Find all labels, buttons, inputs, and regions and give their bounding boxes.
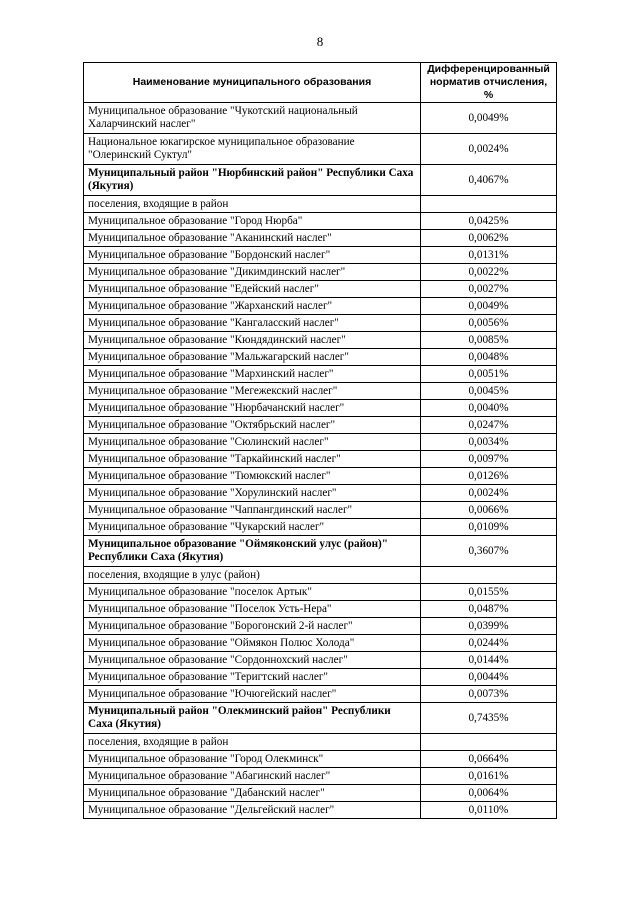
normative-value-cell: 0,0049%: [421, 298, 557, 315]
normative-value-cell: 0,0487%: [421, 601, 557, 618]
municipality-name-cell: Муниципальное образование "Сордоннохский наслег": [84, 652, 421, 669]
normative-value-cell: 0,0048%: [421, 349, 557, 366]
normative-value-cell: 0,0049%: [421, 103, 557, 134]
normative-value-cell: 0,0126%: [421, 468, 557, 485]
municipality-name-cell: Муниципальное образование "Теригтский наслег": [84, 669, 421, 686]
municipality-name-cell: Муниципальное образование "Таркайинский наслег": [84, 451, 421, 468]
normative-value-cell: 0,0051%: [421, 366, 557, 383]
municipality-name-cell: Муниципальное образование "Сюлинский наслег": [84, 434, 421, 451]
table-row: [84, 332, 557, 349]
municipality-name-cell: Национальное юкагирское муниципальное образование "Олеринский Суктул": [84, 134, 421, 165]
normative-value-cell: 0,0085%: [421, 332, 557, 349]
municipality-name-cell: Муниципальное образование "Ючюгейский наслег": [84, 686, 421, 703]
normative-value-cell: 0,4067%: [421, 165, 557, 196]
municipality-name-cell: Муниципальное образование "Бордонский наслег": [84, 247, 421, 264]
table-row: [84, 468, 557, 485]
table-row: [84, 751, 557, 768]
table-row: [84, 601, 557, 618]
table-row: [84, 400, 557, 417]
municipality-name-cell: Муниципальное образование "Кангаласский наслег": [84, 315, 421, 332]
municipality-name-cell: Муниципальное образование "Оймяконский улус (район)" Республики Саха (Якутия): [84, 536, 421, 567]
municipality-name-cell: Муниципальное образование "Дабанский наслег": [84, 785, 421, 802]
table-row: [84, 669, 557, 686]
normative-value-cell: 0,0045%: [421, 383, 557, 400]
table-row: [84, 264, 557, 281]
table-row: [84, 485, 557, 502]
table-row: [84, 230, 557, 247]
district-row: [84, 703, 557, 734]
subheader-row: [84, 567, 557, 584]
municipality-name-cell: Муниципальное образование "Жарханский наслег": [84, 298, 421, 315]
municipality-name-cell: Муниципальное образование "Хорулинский наслег": [84, 485, 421, 502]
municipality-name-cell: поселения, входящие в район: [84, 734, 421, 751]
table-row: [84, 417, 557, 434]
normative-value-cell: [421, 567, 557, 584]
municipality-name-cell: Муниципальное образование "Аканинский наслег": [84, 230, 421, 247]
normative-value-cell: 0,0247%: [421, 417, 557, 434]
municipality-name-cell: Муниципальное образование "Едейский наслег": [84, 281, 421, 298]
table-row: [84, 434, 557, 451]
table-header-row: [84, 63, 557, 103]
normative-value-cell: 0,0027%: [421, 281, 557, 298]
normative-value-cell: 0,0066%: [421, 502, 557, 519]
table-row: [84, 519, 557, 536]
district-row: [84, 165, 557, 196]
municipality-name-cell: Муниципальное образование "Тюмюкский наслег": [84, 468, 421, 485]
subheader-row: [84, 196, 557, 213]
normative-value-cell: 0,0131%: [421, 247, 557, 264]
normative-value-cell: 0,0022%: [421, 264, 557, 281]
table-row: [84, 502, 557, 519]
municipality-name-cell: Муниципальное образование "Чукарский наслег": [84, 519, 421, 536]
normative-value-cell: 0,0399%: [421, 618, 557, 635]
normative-value-cell: 0,0425%: [421, 213, 557, 230]
municipality-name-cell: Муниципальное образование "Оймякон Полюс Холода": [84, 635, 421, 652]
table-body: [84, 103, 557, 819]
municipality-name-cell: поселения, входящие в район: [84, 196, 421, 213]
municipality-name-cell: Муниципальное образование "Чаппангдинский наслег": [84, 502, 421, 519]
normative-value-cell: 0,0144%: [421, 652, 557, 669]
header-municipality-name: Наименование муниципального образования: [84, 63, 421, 103]
municipality-name-cell: Муниципальное образование "Борогонский 2-й наслег": [84, 618, 421, 635]
municipality-name-cell: Муниципальное образование "Поселок Усть-Нера": [84, 601, 421, 618]
normative-value-cell: 0,0110%: [421, 802, 557, 819]
normative-value-cell: 0,0064%: [421, 785, 557, 802]
normative-value-cell: 0,7435%: [421, 703, 557, 734]
municipality-name-cell: Муниципальное образование "поселок Артык": [84, 584, 421, 601]
normative-value-cell: [421, 196, 557, 213]
table-row: [84, 349, 557, 366]
normative-value-cell: 0,0097%: [421, 451, 557, 468]
municipality-name-cell: Муниципальное образование "Мальжагарский наслег": [84, 349, 421, 366]
table-row: [84, 366, 557, 383]
municipality-name-cell: Муниципальное образование "Чукотский национальный Халарчинский наслег": [84, 103, 421, 134]
table-row: [84, 802, 557, 819]
municipality-name-cell: поселения, входящие в улус (район): [84, 567, 421, 584]
table-row: [84, 281, 557, 298]
municipality-name-cell: Муниципальное образование "Кюндядинский наслег": [84, 332, 421, 349]
table-row: [84, 451, 557, 468]
municipality-name-cell: Муниципальное образование "Город Олекминск": [84, 751, 421, 768]
district-row: [84, 536, 557, 567]
normative-value-cell: [421, 734, 557, 751]
municipality-name-cell: Муниципальное образование "Дельгейский наслег": [84, 802, 421, 819]
municipality-name-cell: Муниципальное образование "Абагинский наслег": [84, 768, 421, 785]
normative-value-cell: 0,0664%: [421, 751, 557, 768]
normative-value-cell: 0,0244%: [421, 635, 557, 652]
normative-value-cell: 0,0161%: [421, 768, 557, 785]
table-row: [84, 635, 557, 652]
table-row: [84, 383, 557, 400]
normative-value-cell: 0,0109%: [421, 519, 557, 536]
table-row: [84, 584, 557, 601]
normative-value-cell: 0,0024%: [421, 134, 557, 165]
table-row: [84, 247, 557, 264]
table-row: [84, 768, 557, 785]
table-row: [84, 785, 557, 802]
normative-value-cell: 0,0040%: [421, 400, 557, 417]
municipality-name-cell: Муниципальное образование "Нюрбачанский наслег": [84, 400, 421, 417]
normative-value-cell: 0,0155%: [421, 584, 557, 601]
table-row: [84, 213, 557, 230]
normative-value-cell: 0,0062%: [421, 230, 557, 247]
table-row: [84, 686, 557, 703]
table-row: [84, 134, 557, 165]
normatives-table: [83, 62, 557, 819]
table-row: [84, 652, 557, 669]
normative-value-cell: 0,0056%: [421, 315, 557, 332]
municipality-name-cell: Муниципальное образование "Мегежекский наслег": [84, 383, 421, 400]
page-number: 8: [316, 34, 324, 49]
municipality-name-cell: Муниципальное образование "Дикимдинский наслег": [84, 264, 421, 281]
municipality-name-cell: Муниципальный район "Олекминский район" Республики Саха (Якутия): [84, 703, 421, 734]
table-row: [84, 315, 557, 332]
table-row: [84, 298, 557, 315]
table-row: [84, 618, 557, 635]
municipality-name-cell: Муниципальное образование "Город Нюрба": [84, 213, 421, 230]
normative-value-cell: 0,0034%: [421, 434, 557, 451]
normative-value-cell: 0,3607%: [421, 536, 557, 567]
normative-value-cell: 0,0024%: [421, 485, 557, 502]
municipality-name-cell: Муниципальный район "Нюрбинский район" Республики Саха (Якутия): [84, 165, 421, 196]
subheader-row: [84, 734, 557, 751]
header-normative: Дифференцированный норматив отчисления, %: [421, 63, 557, 103]
normative-value-cell: 0,0044%: [421, 669, 557, 686]
municipality-name-cell: Муниципальное образование "Мархинский наслег": [84, 366, 421, 383]
table-row: [84, 103, 557, 134]
normative-value-cell: 0,0073%: [421, 686, 557, 703]
municipality-name-cell: Муниципальное образование "Октябрьский наслег": [84, 417, 421, 434]
